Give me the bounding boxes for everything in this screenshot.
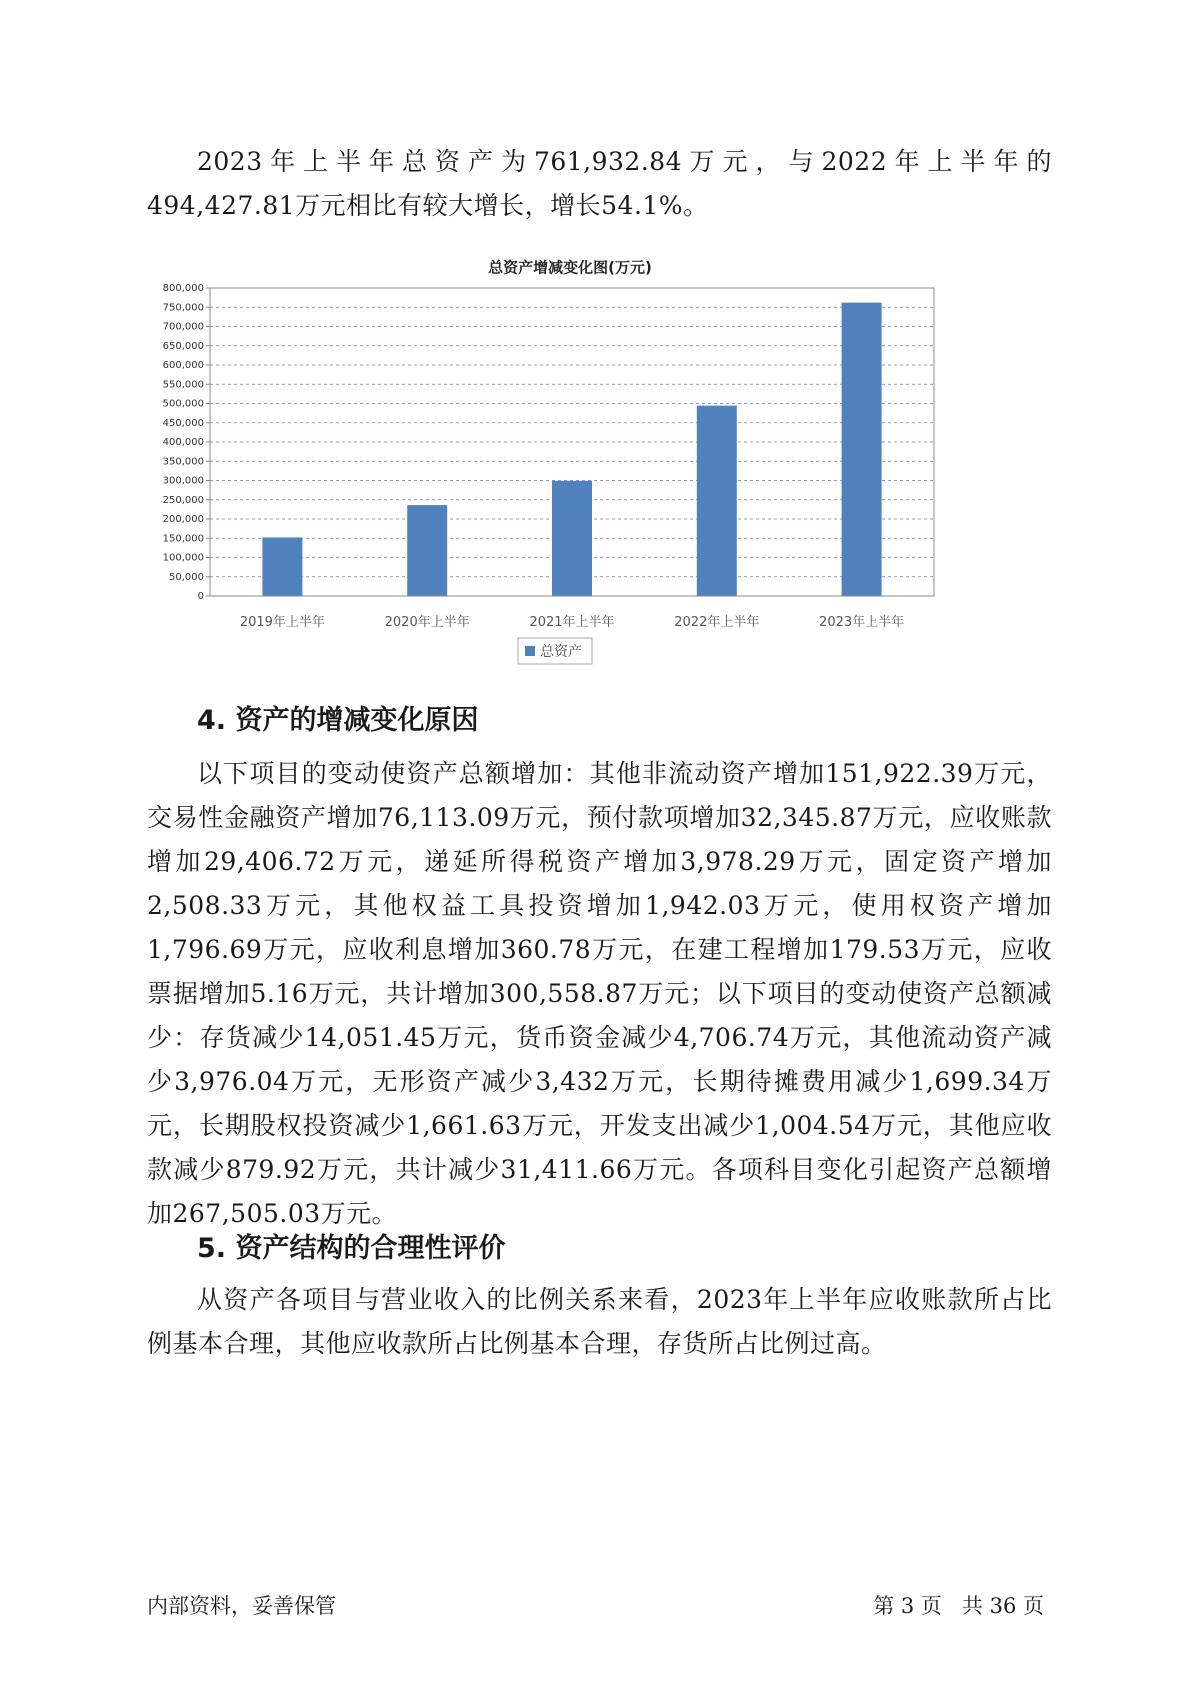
x-tick-label: 2023年上半年 xyxy=(819,615,905,630)
bar xyxy=(697,406,737,596)
y-tick-label: 250,000 xyxy=(162,494,204,506)
bar xyxy=(407,505,447,596)
x-tick-label: 2021年上半年 xyxy=(529,615,615,630)
y-tick-label: 500,000 xyxy=(162,398,204,410)
section5-heading: 5. 资产结构的合理性评价 xyxy=(197,1233,506,1264)
legend-label: 总资产 xyxy=(540,644,582,660)
y-tick-label: 50,000 xyxy=(169,571,204,583)
bar xyxy=(552,481,592,596)
y-tick-label: 600,000 xyxy=(162,360,204,371)
chart-legend xyxy=(518,638,592,664)
y-tick-label: 400,000 xyxy=(162,437,204,448)
intro-paragraph: 2023年上半年总资产为761,932.84万元，与2022年上半年的494,427.81万元相比有较大增长，增长54.1%。 xyxy=(147,147,1052,220)
footer-confidential: 内部资料，妥善保管 xyxy=(147,1594,336,1618)
x-axis-labels xyxy=(240,614,904,630)
section4-paragraph: 以下项目的变动使资产总额增加：其他非流动资产增加151,922.39万元，交易性金融资产增加76,113.09万元，预付款项增加32,345.87万元，应收账款增加29,406.72万元，递延所得税资产增加3,978.29万元，固定资产增加2,508.33万元，其他权益工具投资增加1,942.03万元，使用权资产增加1,796.69万元，应收利息增加360.78万元，在建工程增加179.53万元，应收票据增加5.16万元，共计增加300,558.87万元；以下项目的变动使资产总额减少：存货减少14,051.45万元，货币资金减少4,706.74万元，其他流动资产减少3,976.04万元，无形资产减少3,432万元，长期待摊费用减少1,699.34万元，长期股权投资减少1,661.63万元，开发支出减少1,004.54万元，其他应收款减少879.92万元，共计减少31,411.66万元。各项科目变化引起资产总额增加267,505.03万元。 xyxy=(147,759,1052,1228)
x-tick-label: 2020年上半年 xyxy=(384,615,470,630)
y-tick-label: 150,000 xyxy=(162,533,204,545)
x-tick-label: 2019年上半年 xyxy=(239,615,325,630)
bar xyxy=(842,303,882,596)
y-tick-label: 350,000 xyxy=(162,456,204,468)
x-tick-label: 2022年上半年 xyxy=(674,615,760,630)
y-axis-ticks xyxy=(163,283,210,602)
y-tick-label: 200,000 xyxy=(162,514,204,525)
y-tick-label: 300,000 xyxy=(162,475,204,487)
chart-title: 总资产增减变化图(万元) xyxy=(488,258,652,277)
section5-paragraph: 从资产各项目与营业收入的比例关系来看，2023年上半年应收账款所占比例基本合理，其他应收款所占比例基本合理，存货所占比例过高。 xyxy=(147,1285,1052,1358)
total-assets-bar-chart xyxy=(160,258,960,678)
y-tick-label: 800,000 xyxy=(162,283,204,294)
y-tick-label: 450,000 xyxy=(162,417,204,429)
y-tick-label: 650,000 xyxy=(162,340,204,352)
y-tick-label: 0 xyxy=(197,591,204,602)
bar xyxy=(262,537,302,596)
legend-swatch xyxy=(525,646,535,656)
chart-bars xyxy=(262,303,881,596)
section4-heading: 4. 资产的增减变化原因 xyxy=(197,705,479,736)
y-tick-label: 550,000 xyxy=(162,379,204,391)
y-tick-label: 100,000 xyxy=(162,552,204,564)
footer-page-number: 第 3 页 共 36 页 xyxy=(873,1594,1044,1618)
y-tick-label: 700,000 xyxy=(162,321,204,333)
y-tick-label: 750,000 xyxy=(162,302,204,314)
